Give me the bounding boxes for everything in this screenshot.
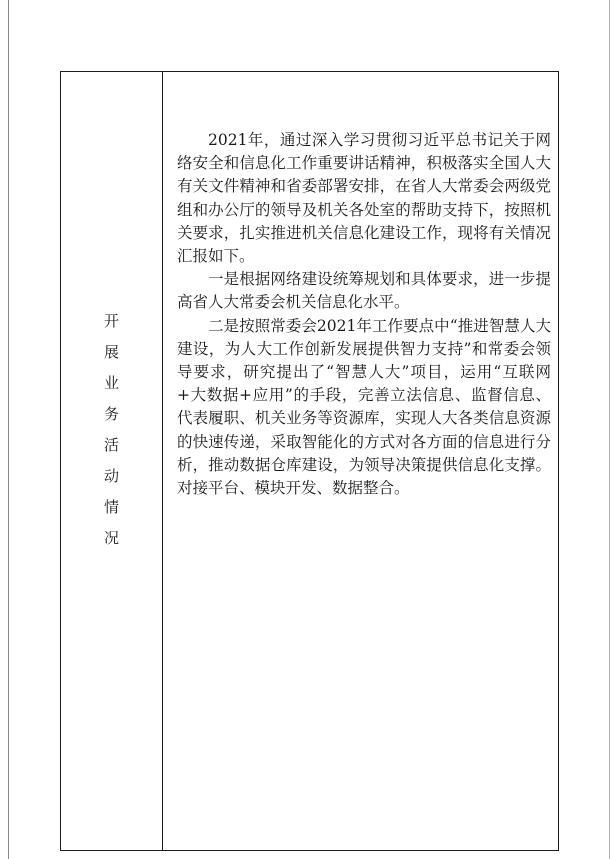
report-paragraph-second: 二是按照常委会2021年工作要点中“推进智慧人大建设，为人大工作创新发展提供智力支持”和常委会领导要求，研究提出了“智慧人大”项目，运用“互联网+大数据+应用”的手段，完善立法信息、监督信息、代表履职、机关业务等资源库，实现人大各类信息资源的快速传递，采取智能化的方式对各方面的信息进行分析，推动数据仓库建设，为领导决策提供信息化支撑。对接平台、模块开发、数据整合。 <box>177 316 551 498</box>
report-paragraph-intro: 2021年，通过深入学习贯彻习近平总书记关于网络安全和信息化工作重要讲话精神，积极落实全国人大有关文件精神和省委部署安排，在省人大常委会两级党组和办公厅的领导及机关各处室的帮助支持下，按照机关要求，扎实推进机关信息化建设工作，现将有关情况汇报如下。 <box>177 131 551 266</box>
row-label-char: 情 <box>103 498 119 516</box>
row-label-char: 活 <box>103 436 119 454</box>
row-label-char: 业 <box>103 374 119 392</box>
row-label-cell <box>61 72 163 850</box>
row-label <box>61 306 162 554</box>
report-body <box>177 129 551 500</box>
row-content-cell <box>164 72 558 850</box>
page-edge-right <box>609 0 610 859</box>
row-label-char: 开 <box>103 312 119 330</box>
row-label-char: 展 <box>103 343 119 361</box>
row-label-char: 况 <box>103 529 119 547</box>
row-label-char: 务 <box>103 405 119 423</box>
row-label-char: 动 <box>103 467 119 485</box>
activity-form-table <box>60 71 559 851</box>
page-edge-left <box>8 0 9 859</box>
report-paragraph-first: 一是根据网络建设统筹规划和具体要求，进一步提高省人大常委会机关信息化水平。 <box>177 270 551 312</box>
